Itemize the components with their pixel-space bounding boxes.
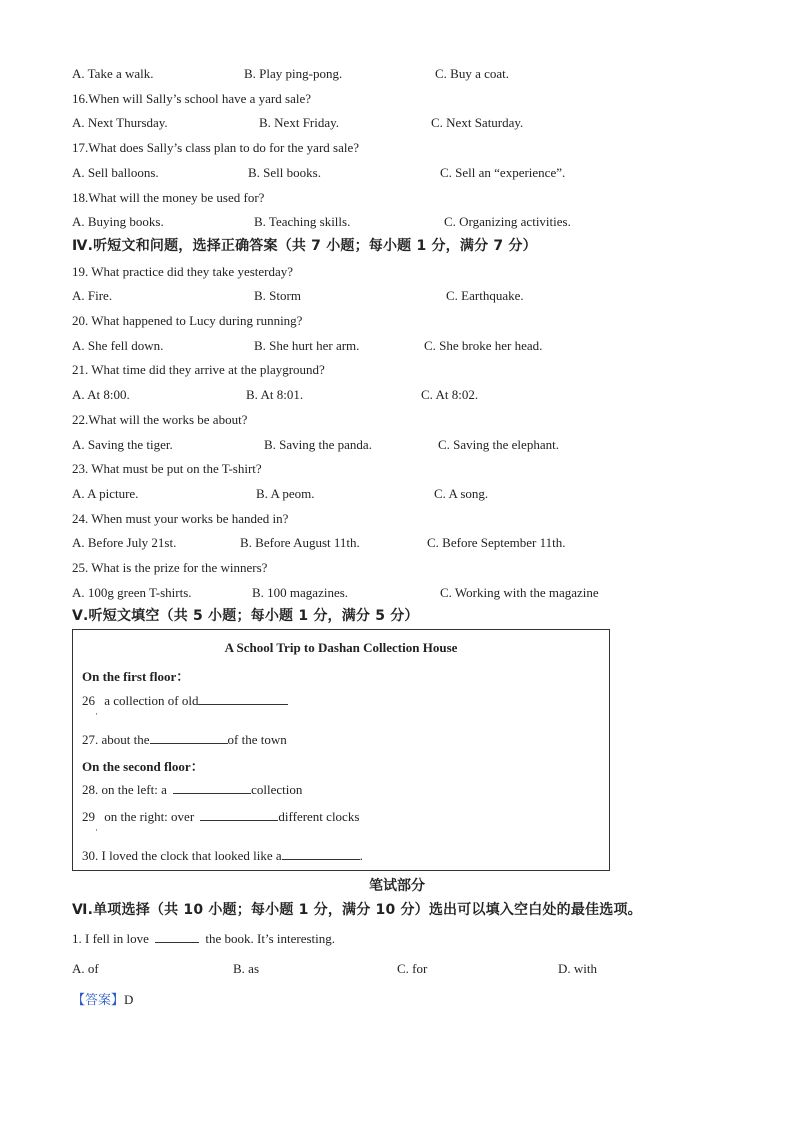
answer-line [72,992,133,1009]
q21-question: 21. What time did they arrive at the playground? [72,362,325,377]
answer-tag: 【答案】 [72,993,125,1008]
q1-blank [155,930,199,943]
section-5-heading: Ⅴ.听短文填空（共 5 小题；每小题 1 分，满分 5 分） [72,608,419,624]
section-4-heading: Ⅳ.听短文和问题，选择正确答案（共 7 小题；每小题 1 分，满分 7 分） [72,238,537,254]
line-26-number: 26 [82,693,95,708]
q25-option-c: C. Working with the magazine [440,585,599,600]
written-part-title: 笔试部分 [369,878,425,894]
q16-question: 16.When will Sally’s school have a yard sale? [72,91,311,106]
q21-option-b: B. At 8:01. [246,387,304,402]
line-27-suffix: of the town [227,732,287,747]
line-27 [82,731,287,748]
q21-option-c: C. At 8:02. [421,387,479,402]
q1-prefix: 1. I fell in love [72,931,149,946]
q16-option-a: A. Next Thursday. [72,115,168,130]
line-26-text: a collection of old [104,693,199,708]
q20-question: 20. What happened to Lucy during running? [72,313,303,328]
q18-question: 18.What will the money be used for? [72,190,265,205]
q15-option-a: A. Take a walk. [72,66,154,81]
second-floor-heading: On the second floor： [82,759,204,774]
fill-in-box [72,629,610,871]
q24-option-c: C. Before September 11th. [427,535,566,550]
line-30 [82,847,363,864]
q17-option-b: B. Sell books. [248,165,321,180]
q19-option-b: B. Storm [254,288,301,303]
q18-option-b: B. Teaching skills. [254,214,351,229]
line-29-suffix: different clocks [278,809,360,824]
q25-question: 25. What is the prize for the winners? [72,560,268,575]
first-floor-heading: On the first floor： [82,669,190,684]
line-28-prefix: 28. on the left: a [82,782,167,797]
q25-option-b: B. 100 magazines. [252,585,349,600]
q24-option-b: B. Before August 11th. [240,535,360,550]
q1-question [72,930,335,947]
q21-option-a: A. At 8:00. [72,387,130,402]
line-27-prefix: 27. about the [82,732,150,747]
q23-option-b: B. A peom. [256,486,315,501]
q22-option-b: B. Saving the panda. [264,437,372,452]
box-title: A School Trip to Dashan Collection House [224,640,458,655]
q19-option-a: A. Fire. [72,288,113,303]
line-29-number: 29 [82,809,95,824]
q22-question: 22.What will the works be about? [72,412,248,427]
line-30-suffix: . [359,848,363,863]
q1-option-c: C. for [397,961,428,976]
q1-option-d: D. with [558,961,597,976]
q1-option-a: A. of [72,961,99,976]
q20-option-b: B. She hurt her arm. [254,338,360,353]
q17-option-c: C. Sell an “experience”. [440,165,566,180]
section-6-heading: Ⅵ.单项选择（共 10 小题；每小题 1 分，满分 10 分）选出可以填入空白处的最佳选项。 [72,902,642,918]
answer-value: D [124,992,134,1007]
q1-suffix: the book. It’s interesting. [205,931,336,946]
q19-question: 19. What practice did they take yesterday? [72,264,294,279]
q22-option-a: A. Saving the tiger. [72,437,173,452]
line-29-prefix: on the right: over [104,809,195,824]
blank-29 [200,808,278,821]
line-28 [82,781,302,798]
q17-question: 17.What does Sally’s class plan to do for the yard sale? [72,140,360,155]
q19-option-c: C. Earthquake. [446,288,524,303]
q1-option-b: B. as [233,961,259,976]
blank-27 [150,731,228,744]
q23-question: 23. What must be put on the T-shirt? [72,461,262,476]
line-26-dot: · [95,709,98,719]
line-28-suffix: collection [251,782,303,797]
blank-28 [173,781,251,794]
q24-question: 24. When must your works be handed in? [72,511,289,526]
line-30-prefix: 30. I loved the clock that looked like a [82,848,282,863]
q22-option-c: C. Saving the elephant. [438,437,559,452]
q24-option-a: A. Before July 21st. [72,535,177,550]
q20-option-c: C. She broke her head. [424,338,543,353]
line-26 [82,692,288,709]
line-29-dot: · [95,825,98,835]
blank-30 [282,847,360,860]
q18-option-c: C. Organizing activities. [444,214,571,229]
q15-option-b: B. Play ping-pong. [244,66,343,81]
q16-option-c: C. Next Saturday. [431,115,524,130]
q16-option-b: B. Next Friday. [259,115,340,130]
q17-option-a: A. Sell balloons. [72,165,159,180]
q18-option-a: A. Buying books. [72,214,164,229]
q15-option-c: C. Buy a coat. [435,66,510,81]
q23-option-a: A. A picture. [72,486,139,501]
q23-option-c: C. A song. [434,486,489,501]
q25-option-a: A. 100g green T-shirts. [72,585,192,600]
q20-option-a: A. She fell down. [72,338,164,353]
line-29 [82,808,359,825]
blank-26 [198,692,288,705]
